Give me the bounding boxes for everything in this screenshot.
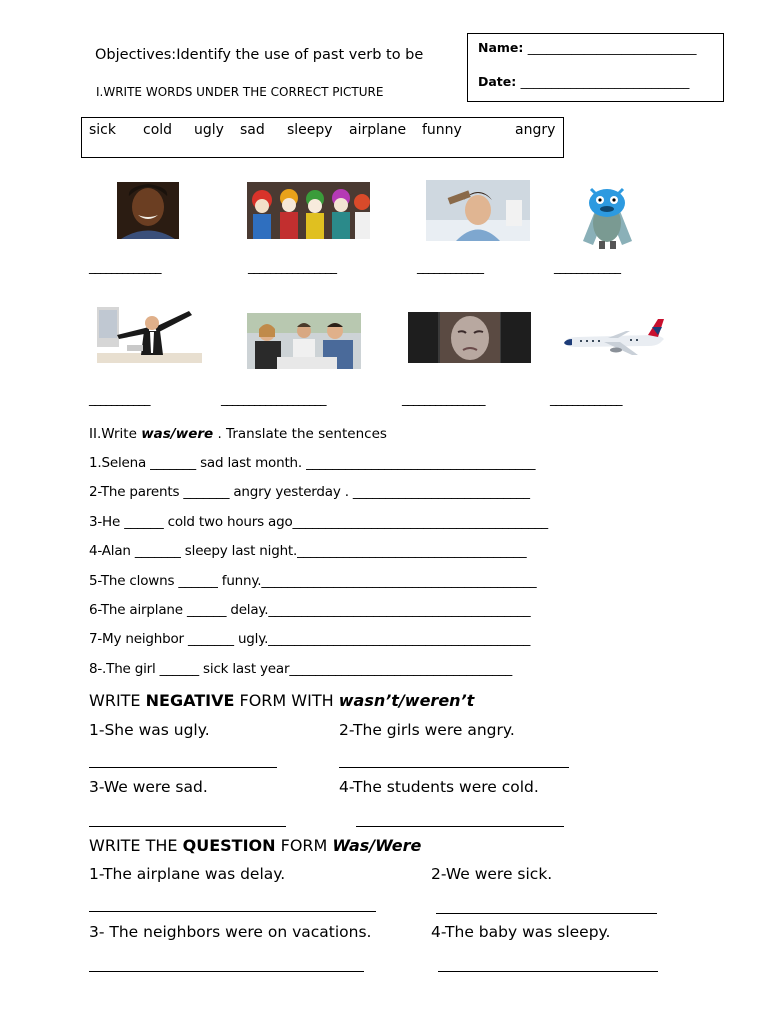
word-bank-item: airplane bbox=[349, 122, 407, 138]
name-label: Name: bbox=[478, 40, 524, 55]
word-bank-item: sleepy bbox=[287, 122, 333, 138]
translation-sentence[interactable]: 8-.The girl ______ sick last year__________________________________ bbox=[89, 661, 513, 677]
angry-coworkers-photo bbox=[247, 313, 361, 369]
question-answer-line[interactable] bbox=[436, 913, 657, 914]
airplane-photo bbox=[560, 315, 670, 361]
translation-sentence[interactable]: 4-Alan _______ sleepy last night.___________________________________ bbox=[89, 543, 527, 559]
negative-title-bold: NEGATIVE bbox=[145, 691, 235, 710]
question-item: 4-The baby was sleepy. bbox=[431, 923, 611, 941]
question-title-bold: QUESTION bbox=[182, 836, 276, 855]
question-title-prefix: WRITE THE bbox=[89, 836, 183, 855]
translation-sentence[interactable]: 2-The parents _______ angry yesterday . ___________________________ bbox=[89, 484, 530, 500]
question-item: 1-The airplane was delay. bbox=[89, 865, 286, 883]
translation-sentence[interactable]: 6-The airplane ______ delay.________________________________________ bbox=[89, 602, 531, 618]
negative-item: 4-The students were cold. bbox=[339, 778, 539, 796]
negative-title-italic: wasn’t/weren’t bbox=[338, 691, 475, 710]
negative-answer-line[interactable] bbox=[89, 767, 277, 768]
name-date-box bbox=[467, 33, 724, 102]
translation-sentence[interactable]: 5-The clowns ______ funny.__________________________________________ bbox=[89, 573, 537, 589]
negative-title bbox=[89, 691, 474, 710]
question-title-middle: FORM bbox=[275, 836, 333, 855]
answer-blank[interactable]: ____________ bbox=[417, 260, 483, 275]
negative-item: 1-She was ugly. bbox=[89, 721, 210, 739]
sad-woman-photo bbox=[408, 312, 531, 363]
question-item: 2-We were sick. bbox=[431, 865, 553, 883]
question-answer-line[interactable] bbox=[89, 911, 376, 912]
smiling-woman-photo bbox=[117, 182, 179, 239]
translation-sentence[interactable]: 1.Selena _______ sad last month. ___________________________________ bbox=[89, 455, 536, 471]
question-title bbox=[89, 836, 421, 855]
question-item: 3- The neighbors were on vacations. bbox=[89, 923, 372, 941]
name-field[interactable]: ___________________________ bbox=[527, 40, 697, 55]
word-bank-item: sad bbox=[240, 122, 265, 138]
answer-blank[interactable]: _______________ bbox=[402, 392, 485, 407]
section2-title-prefix: II.Write bbox=[89, 426, 142, 442]
answer-blank[interactable]: ___________ bbox=[89, 392, 150, 407]
word-bank-item: funny bbox=[422, 122, 462, 138]
negative-answer-line[interactable] bbox=[339, 767, 569, 768]
word-bank-item: angry bbox=[515, 122, 556, 138]
answer-blank[interactable]: ___________________ bbox=[221, 392, 326, 407]
negative-answer-line[interactable] bbox=[89, 826, 286, 827]
section2-title-suffix: . Translate the sentences bbox=[213, 426, 387, 442]
question-answer-line[interactable] bbox=[89, 971, 364, 972]
question-title-italic: Was/Were bbox=[332, 836, 422, 855]
section2-title bbox=[89, 426, 387, 442]
word-bank-item: cold bbox=[143, 122, 173, 138]
date-label: Date: bbox=[478, 74, 517, 89]
date-field[interactable]: ___________________________ bbox=[520, 74, 690, 89]
objectives-text: Objectives:Identify the use of past verb to be bbox=[95, 47, 424, 63]
question-answer-line[interactable] bbox=[438, 971, 658, 972]
clowns-photo bbox=[247, 182, 370, 239]
translation-sentence[interactable]: 7-My neighbor _______ ugly.________________________________________ bbox=[89, 631, 531, 647]
negative-item: 3-We were sad. bbox=[89, 778, 208, 796]
negative-title-middle: FORM WITH bbox=[234, 691, 339, 710]
sleepy-man-yawning-photo bbox=[97, 305, 202, 368]
sick-girl-photo bbox=[426, 180, 530, 241]
cold-monster-cartoon bbox=[581, 181, 634, 250]
negative-item: 2-The girls were angry. bbox=[339, 721, 515, 739]
word-bank-item: sick bbox=[89, 122, 116, 138]
answer-blank[interactable]: _____________ bbox=[89, 260, 161, 275]
section2-title-bold: was/were bbox=[141, 426, 214, 442]
answer-blank[interactable]: ____________ bbox=[554, 260, 620, 275]
section1-title: I.WRITE WORDS UNDER THE CORRECT PICTURE bbox=[96, 85, 384, 99]
word-bank-item: ugly bbox=[194, 122, 224, 138]
answer-blank[interactable]: _____________ bbox=[550, 392, 622, 407]
answer-blank[interactable]: ________________ bbox=[248, 260, 336, 275]
negative-title-prefix: WRITE bbox=[89, 691, 146, 710]
translation-sentence[interactable]: 3-He ______ cold two hours ago_______________________________________ bbox=[89, 514, 548, 530]
word-bank bbox=[81, 117, 564, 158]
negative-answer-line[interactable] bbox=[356, 826, 564, 827]
